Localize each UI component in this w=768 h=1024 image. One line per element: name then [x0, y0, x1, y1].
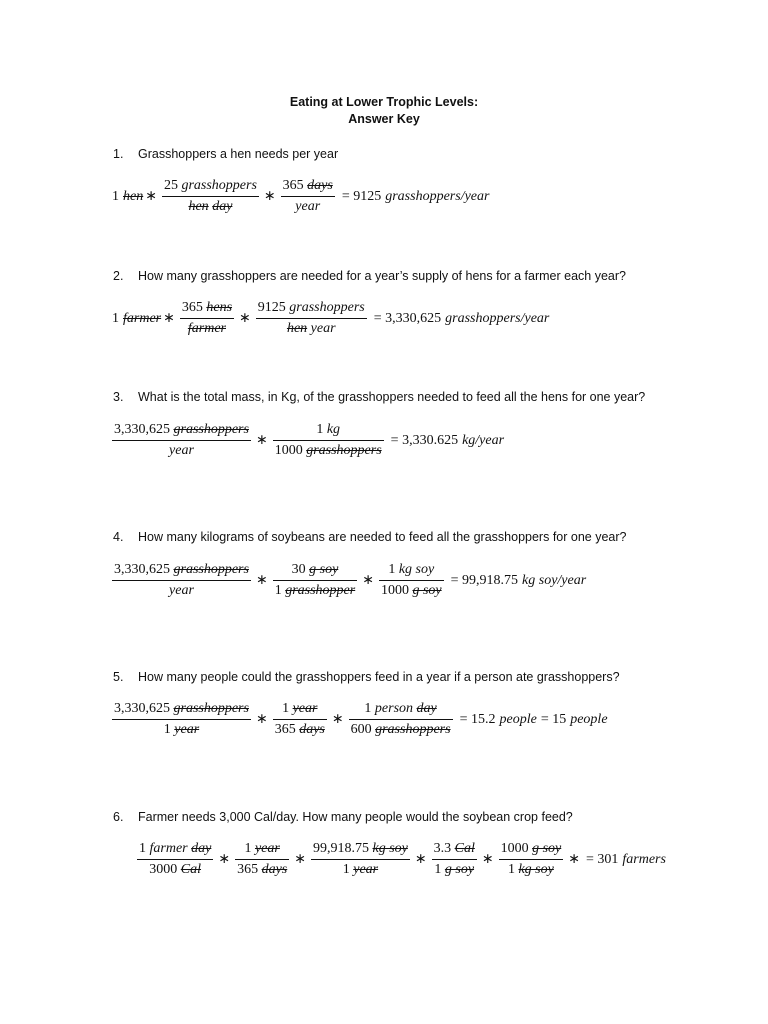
question-2-number: 2.: [113, 269, 124, 283]
eq1-fraction-1: [162, 178, 259, 215]
multiply-sign: ∗: [239, 311, 251, 326]
equation-1: [112, 178, 489, 215]
eq5-f1-num-unit: grasshoppers: [173, 701, 249, 716]
eq3-f1-num-unit: grasshoppers: [173, 422, 249, 437]
eq4-f3-den-val: 1000: [380, 583, 409, 598]
eq6-result-unit: farmers: [622, 851, 666, 867]
eq4-fraction-1: [112, 562, 251, 599]
eq6-f3-num-unit: kg soy: [372, 841, 408, 856]
eq3-result-unit: kg/year: [462, 432, 505, 448]
eq4-result-value: = 99,918.75: [450, 572, 519, 588]
eq6-f5-den-val: 1: [507, 862, 515, 877]
eq2-f2-den-u2: year: [310, 321, 336, 336]
eq1-fraction-2: [281, 178, 335, 215]
question-1: [113, 147, 338, 161]
eq4-f1-num-unit: grasshoppers: [173, 562, 249, 577]
eq6-fraction-5: [499, 841, 564, 878]
multiply-sign: ∗: [362, 573, 374, 588]
eq3-fraction-1: [112, 422, 251, 459]
title-line-1: Eating at Lower Trophic Levels:: [289, 95, 479, 109]
question-2-text: How many grasshoppers are needed for a year’s supply of hens for a farmer each year?: [138, 269, 626, 283]
eq2-f2-num-val: 9125: [257, 300, 286, 315]
question-4-number: 4.: [113, 530, 124, 544]
eq4-f3-den-unit: g soy: [412, 583, 442, 598]
eq5-f3-num-u2: day: [416, 701, 437, 716]
eq5-f3-den-unit: grasshoppers: [375, 722, 451, 737]
eq6-f5-den-unit: kg soy: [518, 862, 554, 877]
eq1-f1-den-u1: hen: [188, 199, 209, 214]
eq6-f2-den-unit: days: [261, 862, 288, 877]
eq5-result-rounded: = 15: [540, 711, 567, 727]
eq6-f4-num-val: 3.3: [433, 841, 452, 856]
eq6-f5-num-val: 1000: [500, 841, 529, 856]
question-2: [113, 269, 626, 283]
equation-5: [112, 701, 608, 738]
question-5-number: 5.: [113, 670, 124, 684]
question-1-text: Grasshoppers a hen needs per year: [138, 147, 339, 161]
eq1-f1-den-u2: day: [212, 199, 233, 214]
eq1-f2-num-unit: days: [307, 178, 333, 193]
eq5-result-unit: people: [570, 711, 608, 727]
eq2-lead-num: 1: [112, 310, 119, 326]
eq2-lead-unit: farmer: [123, 310, 162, 326]
eq4-f2-den-val: 1: [274, 583, 282, 598]
multiply-sign: ∗: [255, 573, 268, 588]
eq6-f5-num-unit: g soy: [532, 841, 562, 856]
eq3-f1-den: year: [169, 443, 194, 458]
eq6-f3-den-val: 1: [342, 862, 350, 877]
eq1-lead-unit: hen: [123, 188, 144, 204]
eq4-result-unit: kg soy/year: [522, 572, 587, 588]
eq2-fraction-1: [180, 300, 234, 337]
eq5-result-mid-unit: people: [499, 711, 537, 727]
eq2-f1-num-val: 365: [181, 300, 203, 315]
page-title: [0, 95, 768, 126]
eq1-f2-den: year: [295, 199, 321, 214]
eq6-f4-num-unit: Cal: [454, 841, 475, 856]
eq6-fraction-2: [235, 841, 289, 878]
eq1-f2-num-val: 365: [282, 178, 304, 193]
eq2-result-value: = 3,330,625: [373, 310, 442, 326]
multiply-sign: ∗: [414, 852, 427, 867]
multiply-sign: ∗: [255, 433, 268, 448]
multiply-sign: ∗: [294, 852, 306, 867]
question-3-text: What is the total mass, in Kg, of the grasshoppers needed to feed all the hens for one year?: [138, 390, 646, 404]
eq6-f3-den-unit: year: [353, 862, 379, 877]
equation-6: [137, 841, 666, 878]
eq3-f2-num-unit: kg: [326, 422, 341, 437]
eq4-f3-num-val: 1: [388, 562, 396, 577]
question-1-number: 1.: [113, 147, 124, 161]
eq6-f1-den-val: 3000: [149, 862, 178, 877]
eq2-fraction-2: [256, 300, 367, 337]
question-4-text: How many kilograms of soybeans are needed to feed all the grasshoppers for one year?: [138, 530, 627, 544]
question-3: [113, 390, 645, 404]
eq3-f2-num-val: 1: [316, 422, 324, 437]
question-5-text: How many people could the grasshoppers feed in a year if a person ate grasshoppers?: [138, 670, 620, 684]
eq5-f2-num-unit: year: [292, 701, 318, 716]
eq2-f1-num-unit: hens: [206, 300, 233, 315]
eq6-fraction-1: [137, 841, 213, 878]
eq5-f1-num-val: 3,330,625: [114, 701, 170, 716]
question-3-number: 3.: [113, 390, 124, 404]
eq5-f3-num-u1: person: [374, 701, 414, 716]
eq5-f2-num-val: 1: [282, 701, 290, 716]
eq2-f2-num-unit: grasshoppers: [289, 300, 365, 315]
eq5-fraction-2: [273, 701, 327, 738]
multiply-sign: ∗: [255, 712, 268, 727]
question-6-number: 6.: [113, 810, 124, 824]
eq4-fraction-3: [379, 562, 444, 599]
eq3-fraction-2: [273, 422, 384, 459]
eq4-fraction-2: [273, 562, 358, 599]
eq5-f2-den-unit: days: [299, 722, 325, 737]
equation-3: [112, 422, 504, 459]
multiply-sign: ∗: [568, 852, 580, 867]
eq3-f2-den-unit: grasshoppers: [306, 443, 382, 458]
eq1-f1-num-val: 25: [163, 178, 178, 193]
eq6-f1-den-unit: Cal: [180, 862, 202, 877]
eq6-f2-num-unit: year: [254, 841, 280, 856]
eq3-f2-den-val: 1000: [274, 443, 303, 458]
title-line-2: Answer Key: [348, 112, 420, 126]
eq6-f2-den-val: 365: [237, 862, 259, 877]
multiply-sign: ∗: [163, 311, 175, 326]
eq5-f1-den-val: 1: [163, 722, 171, 737]
eq6-f1-num-u1: farmer: [149, 841, 188, 856]
eq6-f4-den-val: 1: [434, 862, 442, 877]
eq2-f2-den-u1: hen: [286, 321, 308, 336]
eq6-f2-num-val: 1: [244, 841, 252, 856]
equation-2: [112, 300, 549, 337]
multiply-sign: ∗: [145, 189, 157, 204]
multiply-sign: ∗: [481, 852, 494, 867]
eq5-f2-den-val: 365: [274, 722, 296, 737]
eq5-f1-den-unit: year: [174, 722, 200, 737]
eq2-f1-den: farmer: [187, 321, 226, 336]
multiply-sign: ∗: [263, 189, 276, 204]
eq5-fraction-1: [112, 701, 251, 738]
eq1-f1-num-unit: grasshoppers: [181, 178, 257, 193]
eq4-f2-num-val: 30: [291, 562, 306, 577]
eq5-f3-den-val: 600: [350, 722, 372, 737]
eq4-f2-den-unit: grasshopper: [285, 583, 356, 598]
question-6: [113, 810, 573, 824]
equation-4: [112, 562, 586, 599]
eq4-f1-den: year: [169, 583, 194, 598]
eq5-f3-num-val: 1: [364, 701, 372, 716]
eq6-f1-num-u2: day: [191, 841, 212, 856]
eq5-result-value: = 15.2: [459, 711, 496, 727]
eq5-fraction-3: [349, 701, 453, 738]
eq1-result-value: = 9125: [341, 188, 382, 204]
eq1-lead-num: 1: [112, 188, 119, 204]
eq6-result-value: = 301: [585, 851, 619, 867]
eq4-f1-num-val: 3,330,625: [114, 562, 170, 577]
eq6-f4-den-unit: g soy: [444, 862, 475, 877]
eq6-fraction-4: [432, 841, 477, 878]
multiply-sign: ∗: [218, 852, 231, 867]
eq3-result-value: = 3,330.625: [390, 432, 459, 448]
question-6-text: Farmer needs 3,000 Cal/day. How many people would the soybean crop feed?: [138, 810, 573, 824]
multiply-sign: ∗: [331, 712, 344, 727]
eq4-f2-num-unit: g soy: [309, 562, 339, 577]
eq2-result-unit: grasshoppers/year: [445, 310, 550, 326]
eq1-result-unit: grasshoppers/year: [385, 188, 490, 204]
eq6-f3-num-val: 99,918.75: [312, 841, 369, 856]
eq6-fraction-3: [311, 841, 410, 878]
eq3-f1-num-val: 3,330,625: [114, 422, 170, 437]
eq4-f3-num-unit: kg soy: [398, 562, 435, 577]
eq6-f1-num-val: 1: [139, 841, 146, 856]
question-4: [113, 530, 626, 544]
question-5: [113, 670, 620, 684]
